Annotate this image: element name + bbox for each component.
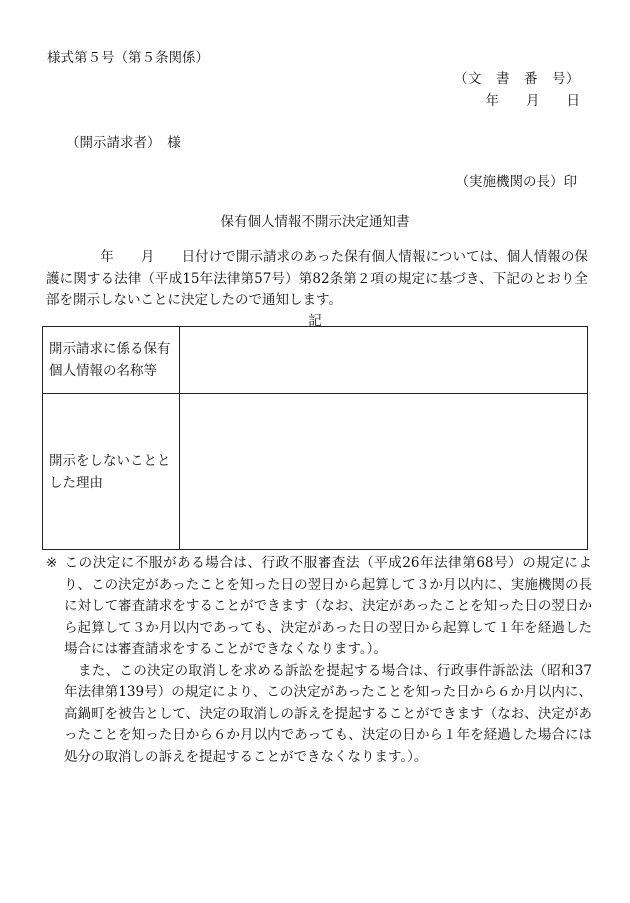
appeal-notice	[46, 553, 592, 661]
reason-label: 開示をしないこととした理由	[43, 394, 180, 550]
table-row-info-name	[43, 327, 588, 394]
appeal-notice-text: この決定に不服がある場合は、行政不服審査法（平成26年法律第68号）の規定により、この決定があったことを知った日の翌日から起算して３か月以内に、実施機関の長に対して審査請求をすることができます（なお、決定があったことを知った日の翌日から起算して３か月以内であっても、決定があった日の翌日から起算して１年を経過した場合には審査請求をすることができなくなります。）。	[64, 555, 592, 657]
note-mark: ※	[46, 555, 58, 571]
document-date: 年 月 日	[485, 93, 580, 109]
info-name-label: 開示請求に係る保有個人情報の名称等	[43, 327, 180, 394]
document-number: （文 書 番 号）	[454, 71, 580, 87]
issuer-seal-label: （実施機関の長）印	[455, 174, 577, 190]
notice-section	[46, 553, 592, 768]
info-name-value	[180, 327, 588, 394]
reason-value	[180, 394, 588, 550]
table-row-reason	[43, 394, 588, 550]
requester-addressee: （開示請求者） 様	[66, 135, 181, 151]
document-title: 保有個人情報不開示決定通知書	[220, 214, 410, 230]
form-number: 様式第５号（第５条関係）	[47, 50, 209, 66]
intro-paragraph: 年 月 日付けで開示請求のあった保有個人情報については、個人情報の保護に関する法律（平成15年法律第57号）第82条第２項の規定に基づき、下記のとおり全部を開示しないことに決定したので通知します。	[46, 249, 588, 308]
lawsuit-notice: また、この決定の取消しを求める訴訟を提起する場合は、行政事件訴訟法（昭和37年法律第139号）の規定により、この決定があったことを知った日から６か月以内に、高鍋町を被告として、決定の取消しの訴えを提起することができます（なお、決定があったことを知った日から６か月以内であっても、決定の日から１年を経過した場合には処分の取消しの訴えを提起することができなくなります。）。	[64, 662, 592, 765]
info-table	[42, 326, 588, 550]
ki-heading: 記	[308, 313, 322, 329]
